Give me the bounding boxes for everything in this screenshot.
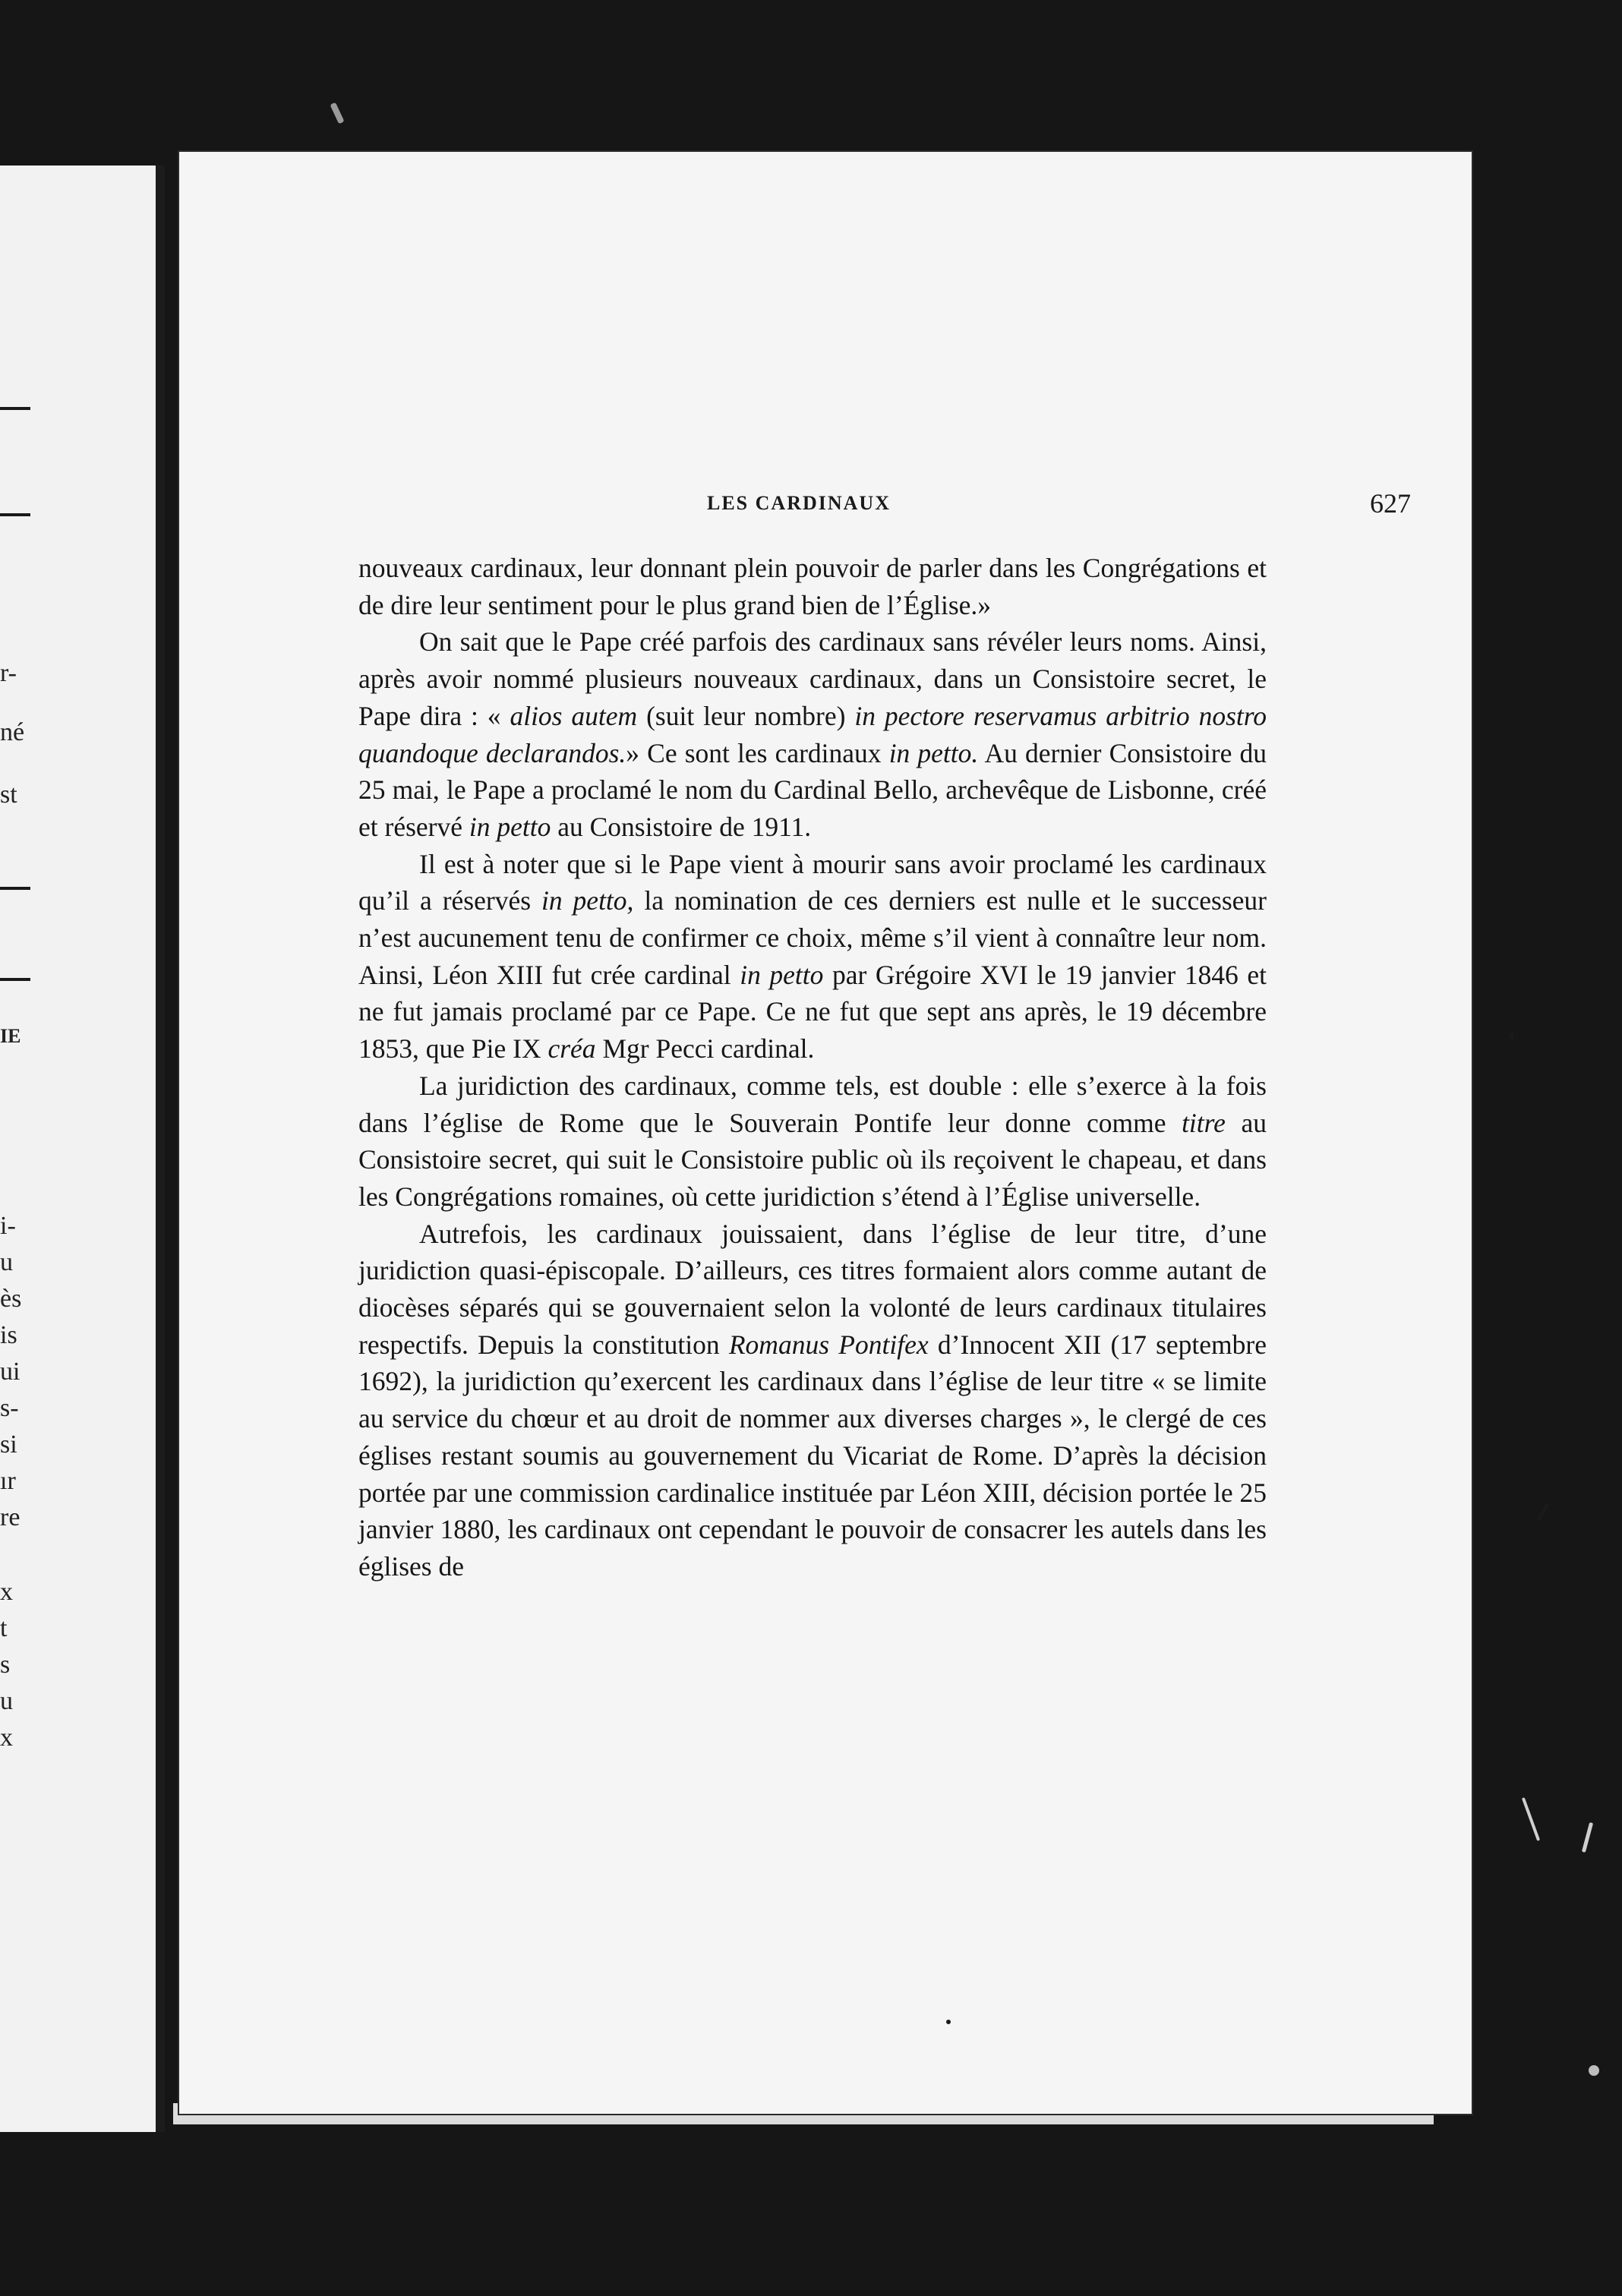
- italic-text: créa: [548, 1033, 596, 1064]
- page-number: 627: [1370, 488, 1411, 519]
- left-text-fragment: u: [0, 1687, 13, 1715]
- paragraph: [358, 623, 1267, 845]
- left-text-fragment: is: [0, 1321, 17, 1349]
- paragraph: [358, 1216, 1267, 1585]
- italic-text: alios autem: [510, 700, 638, 731]
- text-run: Il est à noter que si le Pape vient à mourir sans avoir proclamé les cardinaux qu’il a réservés: [358, 848, 1267, 916]
- text-run: On sait que le Pape créé parfois des cardinaux sans révéler leurs noms. Ainsi, après avoir nommé plusieurs nouveaux cardinaux, dans un Consistoire secret, le Pape dira : «: [358, 626, 1267, 731]
- text-run: au Consistoire secret, qui suit le Consistoire public où ils reçoivent le chapeau, et dans les Congrégations romaines, où cette juridiction s’étend à l’Église universelle.: [358, 1107, 1267, 1212]
- left-rule: [0, 513, 30, 516]
- left-text-fragment: né: [0, 718, 25, 746]
- italic-text: in petto: [469, 811, 551, 842]
- text-run: Au dernier Consistoire du 25 mai, le Pape a proclamé le nom du Cardinal Bello, archevêque de Lisbonne, créé et réservé: [358, 737, 1267, 842]
- dust-speck: [1537, 1502, 1550, 1521]
- left-text-fragment: ui: [0, 1358, 21, 1386]
- left-text-fragment: IE: [0, 1025, 21, 1047]
- paragraph: [358, 550, 1267, 623]
- text-run: Mgr Pecci cardinal.: [595, 1033, 815, 1064]
- text-run: par Grégoire XVI le 19 janvier 1846 et ne fut jamais proclamé par ce Pape. Ce ne fut que sept ans après, le 19 décembre 1853, que Pie IX: [358, 959, 1267, 1064]
- text-run: La juridiction des cardinaux, comme tels, est double : elle s’exerce à la fois dans l’église de Rome que le Souverain Pontife leur donne comme: [358, 1070, 1267, 1138]
- left-text-fragment: t: [0, 1614, 8, 1642]
- text-run: au Consistoire de 1911.: [551, 811, 812, 842]
- dust-speck: [1589, 2065, 1599, 2076]
- dust-speck: [946, 2020, 951, 2024]
- text-run: Autrefois, les cardinaux jouissaient, dans l’église de leur titre, d’une juridiction quasi-épiscopale. D’ailleurs, ces titres formaient alors comme autant de diocèses séparés qui se gouvernaient selon la volonté de leurs cardinaux titulaires respectifs. Depuis la constitution: [358, 1218, 1267, 1360]
- italic-text: in petto,: [541, 885, 634, 916]
- left-text-fragment: st: [0, 781, 17, 809]
- body-text: [358, 550, 1267, 1585]
- running-head: LES CARDINAUX: [707, 492, 891, 514]
- text-run: » Ce sont les cardinaux: [626, 737, 889, 768]
- left-text-fragment: ır: [0, 1467, 16, 1495]
- dust-speck: [1522, 1797, 1540, 1841]
- left-text-fragment: re: [0, 1503, 21, 1531]
- left-rule: [0, 407, 30, 410]
- italic-text: in petto.: [888, 737, 979, 768]
- text-run: (suit leur nombre): [637, 700, 855, 731]
- left-text-fragment: i-: [0, 1212, 16, 1240]
- paragraph: [358, 1068, 1267, 1216]
- left-text-fragment: s-: [0, 1394, 19, 1422]
- left-rule: [0, 887, 30, 890]
- left-text-fragment: u: [0, 1248, 13, 1276]
- book-page: [179, 152, 1472, 2114]
- left-text-fragment: r-: [0, 659, 17, 687]
- text-run: d’Innocent XII (17 septembre 1692), la juridiction qu’exercent les cardinaux dans l’église de leur titre « se limite au service du chœur et au droit de nommer aux diverses charges », le clergé de ces églises restant soumis au gouvernement du Vicariat de Rome. D’après la décision portée par une commission cardinalice instituée par Léon XIII, décision portée le 25 janvier 1880, les cardinaux ont cependant le pouvoir de consacrer les autels dans les églises de: [358, 1329, 1267, 1582]
- italic-text: in petto: [740, 959, 824, 990]
- text-run: la nomination de ces derniers est nulle et le successeur n’est aucunement tenu de confirmer ce choix, même s’il vient à connaître leur nom. Ainsi, Léon XIII fut crée cardinal: [358, 885, 1267, 990]
- left-text-fragment: s: [0, 1651, 11, 1679]
- dust-speck: [1510, 1033, 1514, 1040]
- paragraph: [358, 846, 1267, 1068]
- left-rule: [0, 978, 30, 981]
- italic-text: Romanus Pontifex: [728, 1329, 929, 1360]
- left-text-fragment: x: [0, 1724, 13, 1752]
- text-run: nouveaux cardinaux, leur donnant plein pouvoir de parler dans les Congrégations et de dire leur sentiment pour le plus grand bien de l’Église.»: [358, 553, 1267, 620]
- dust-speck: [1582, 1822, 1593, 1853]
- left-text-fragment: si: [0, 1430, 17, 1459]
- dust-speck: [330, 102, 344, 125]
- italic-text: titre: [1182, 1107, 1226, 1138]
- italic-text: in pectore reservamus arbitrio nostro quandoque declarandos.: [358, 700, 1267, 768]
- page-header: [179, 488, 1472, 522]
- left-text-fragment: ès: [0, 1285, 22, 1313]
- left-text-fragment: x: [0, 1578, 13, 1606]
- left-page-edge: [0, 166, 165, 2132]
